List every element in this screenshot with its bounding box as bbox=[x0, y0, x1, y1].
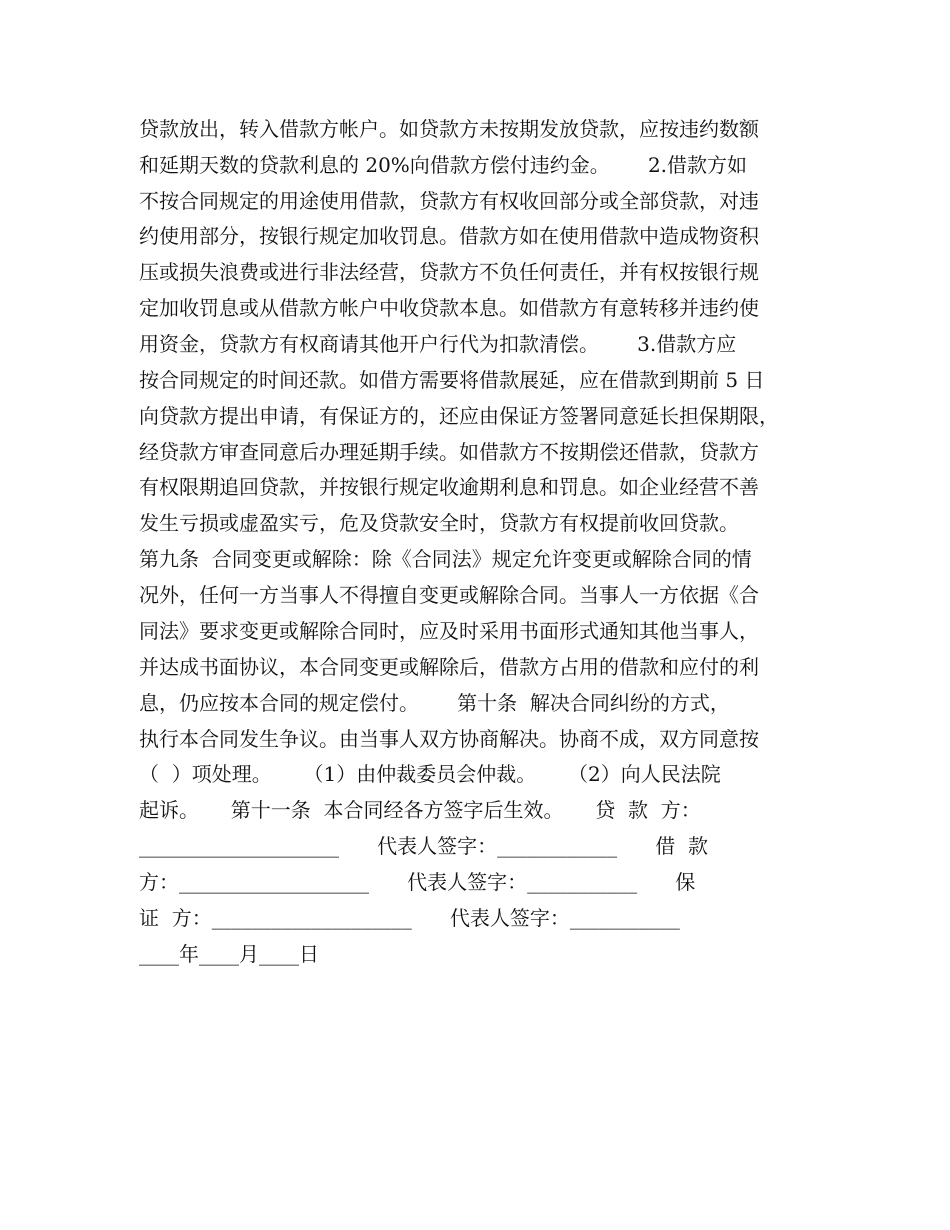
text-line: 执行本合同发生争议。由当事人双方协商解决。协商不成，双方同意按 bbox=[139, 727, 759, 751]
text-line: 向贷款方提出申请，有保证方的，还应由保证方签署同意延长担保期限， bbox=[139, 404, 779, 428]
text-line: 和延期天数的贷款利息的 20%向借款方偿付违约金。 2.借款方如 bbox=[139, 153, 748, 177]
text-line: 约使用部分，按银行规定加收罚息。借款方如在使用借款中造成物资积 bbox=[139, 224, 759, 248]
text-line: 有权限期追回贷款，并按银行规定收逾期利息和罚息。如企业经营不善 bbox=[139, 475, 759, 499]
text-line: 压或损失浪费或进行非法经营，贷款方不负任何责任，并有权按银行规 bbox=[139, 260, 759, 284]
text-line: 用资金，贷款方有权商请其他开户行代为扣款清偿。 3.借款方应 bbox=[139, 332, 737, 356]
text-line: 第九条 合同变更或解除：除《合同法》规定允许变更或解除合同的情 bbox=[139, 547, 752, 571]
text-line: ____年____月____日 bbox=[139, 942, 319, 966]
text-line: 不按合同规定的用途使用借款，贷款方有权收回部分或全部贷款，对违 bbox=[139, 189, 759, 213]
text-line: 同法》要求变更或解除合同时，应及时采用书面形式通知其他当事人， bbox=[139, 619, 759, 643]
text-line: 经贷款方审查同意后办理延期手续。如借款方不按期偿还借款，贷款方 bbox=[139, 440, 759, 464]
text-line: ____________________ 代表人签字：____________ 借 款 bbox=[139, 834, 709, 858]
text-line: 起诉。 第十一条 本合同经各方签字后生效。 贷 款 方： bbox=[139, 798, 701, 822]
text-line: 贷款放出，转入借款方帐户。如贷款方未按期发放贷款，应按违约数额 bbox=[139, 117, 759, 141]
text-line: 息，仍应按本合同的规定偿付。 第十条 解决合同纠纷的方式， bbox=[139, 691, 730, 715]
text-line: 按合同规定的时间还款。如借方需要将借款展延，应在借款到期前 5 日 bbox=[139, 368, 765, 392]
text-line: 并达成书面协议，本合同变更或解除后，借款方占用的借款和应付的利 bbox=[139, 655, 759, 679]
text-line: 证 方：____________________ 代表人签字：___________ bbox=[139, 906, 680, 930]
text-line: 定加收罚息或从借款方帐户中收贷款本息。如借款方有意转移并违约使 bbox=[139, 296, 759, 320]
text-line: 况外，任何一方当事人不得擅自变更或解除合同。当事人一方依据《合 bbox=[139, 583, 759, 607]
text-line: 方：___________________ 代表人签字：___________ 保 bbox=[139, 870, 696, 894]
text-line: （ ）项处理。 （1）由仲裁委员会仲裁。 （2）向人民法院 bbox=[139, 762, 721, 786]
text-line: 发生亏损或虚盈实亏，危及贷款安全时，贷款方有权提前收回贷款。 bbox=[139, 511, 739, 535]
